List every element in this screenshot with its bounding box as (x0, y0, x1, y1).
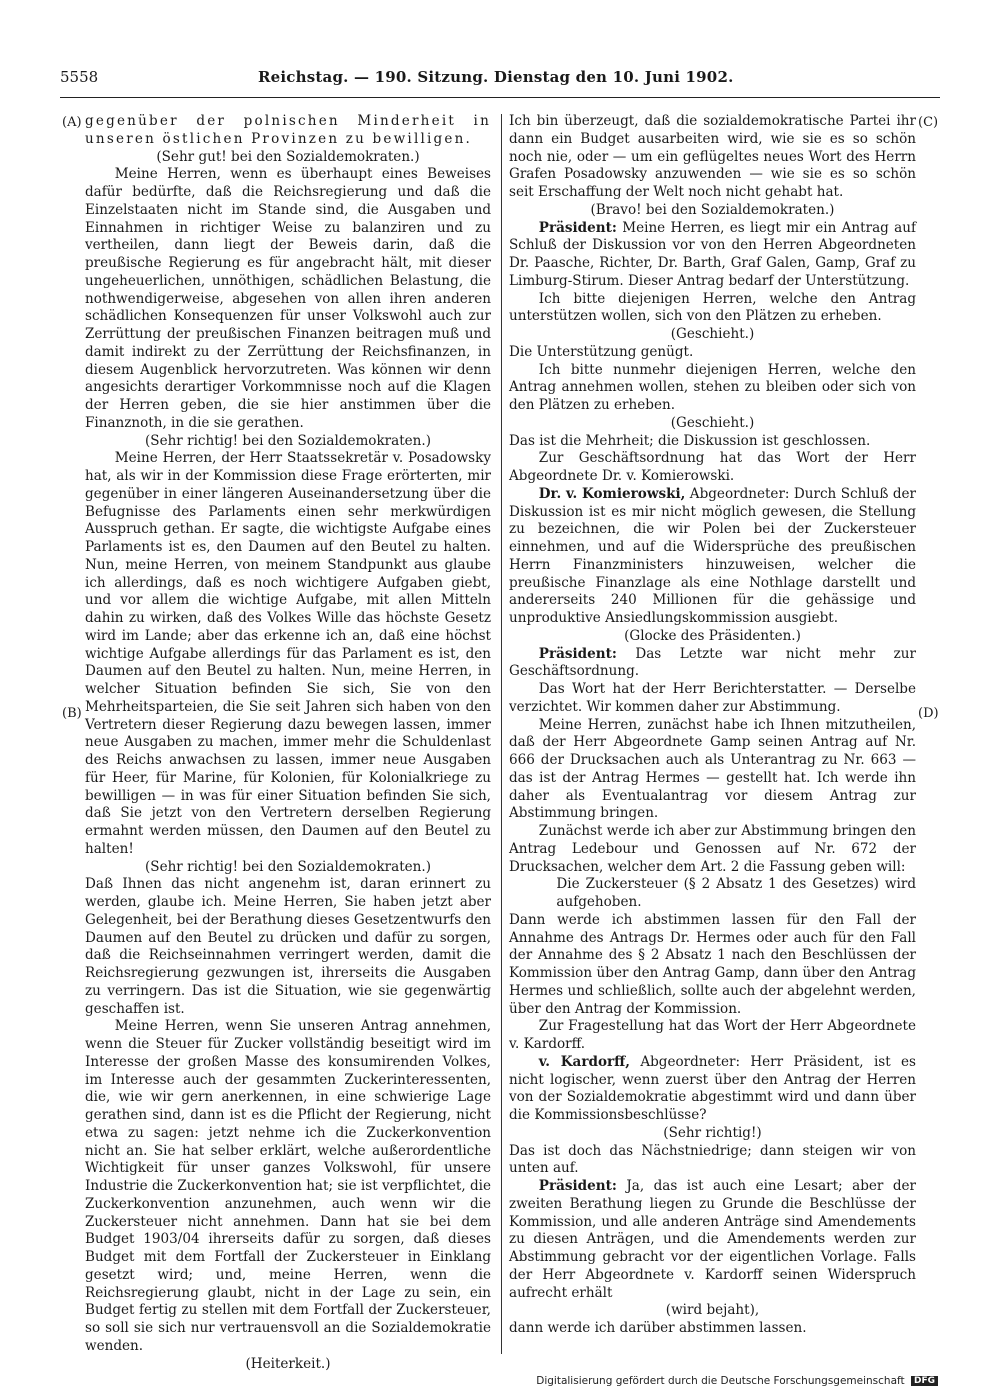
interjection: (Bravo! bei den Sozialdemokraten.) (590, 201, 835, 218)
margin-mark-a: (A) (62, 115, 82, 130)
margin-mark-b: (B) (62, 706, 82, 721)
left-column (85, 113, 491, 1372)
paragraph: Meine Herren, wenn es überhaupt eines Beweises dafür bedürfte, daß die Reichsregierung und daß die Einzelstaaten nicht im Stande sind, die Ausgaben und Einnahmen in richtiger Weise zu balanziren und zu vertheilen, dann liegt der Beweis darin, daß die preußische Regierung es für angebracht hält, mit dieser ungeheuerlichen, unnöthigen, schädlichen Belastung, die nothwendigerweise, abgesehen von allen ihren anderen schädlichen Konsequenzen für unser Volkswohl auch zur Zerrüttung der preußischen Finanzen beitragen muß und damit indirekt zu der Zerrüttung der Reichsfinanzen, in diesem Augenblick hervorzutreten. Was können wir denn angesichts derartiger Vorkommnisse noch auf die Klagen der Herren geben, die sie hier anstimmen über die Finanznoth, in die sie gerathen. (85, 166, 491, 431)
speech-paragraph (509, 486, 916, 628)
paragraph: Zur Geschäftsordnung hat das Wort der Herr Abgeordnete Dr. v. Komierowski. (509, 450, 916, 484)
speech-paragraph (509, 220, 916, 291)
paragraph: Meine Herren, zunächst habe ich Ihnen mitzutheilen, daß der Herr Abgeordnete Gamp seinen Antrag auf Nr. 666 der Drucksachen auch als Unterantrag zu Nr. 663 — das ist der Antrag Hermes — gestellt hat. Ich werde ihn daher als Eventualantrag vor diesem Antrag zur Abstimmung bringen. (509, 716, 916, 822)
interjection: (Geschieht.) (670, 414, 755, 431)
interjection: (Sehr richtig! bei den Sozialdemokraten.) (145, 858, 431, 875)
paragraph: Zunächst werde ich aber zur Abstimmung bringen den Antrag Ledebour und Genossen auf Nr. 672 der Drucksachen, welcher dem Art. 2 die Fassung geben will: (509, 823, 916, 875)
paragraph: gegenüber der polnischen Minderheit in unseren östlichen Provinzen zu bewilligen. (85, 113, 491, 147)
speech-text: Abgeordneter: Durch Schluß der Diskussion ist es mir nicht möglich gewesen, die Stellung zu bezeichnen, die wir Polen bei der Zuckersteuer einnehmen, und auf die Widersprüche des preußischen Herrn Finanzministers hinzuweisen, welcher die preußische Finanzlage als eine Nothlage darstellt und andererseits 240 Millionen für die gehässige und unproduktive Ansiedlungskommission ausgiebt. (509, 485, 916, 626)
footer-text: Digitalisierung gefördert durch die Deutsche Forschungsgemeinschaft (536, 1375, 905, 1387)
column-divider (501, 114, 502, 1354)
speech-text: Das Letzte war nicht mehr zur Geschäftsordnung. (509, 645, 916, 680)
speech-paragraph (509, 1178, 916, 1302)
margin-mark-c: (C) (918, 115, 939, 130)
speaker-name: Präsident: (538, 1178, 617, 1194)
interjection: (Sehr richtig!) (663, 1124, 762, 1141)
speech-text: Abgeordneter: Herr Präsident, ist es nicht logischer, wenn zuerst über den Antrag der Herren von der Sozialdemokratie abgestimmt wird und dann über die Kommissionsbeschlüsse? (509, 1053, 916, 1123)
digitization-footer (536, 1375, 938, 1387)
paragraph: Ich bin überzeugt, daß die sozialdemokratische Partei ihr dann ein Budget ausarbeiten wird, wie sie es so schön noch nie, oder — um ein geflügeltes neues Wort des Herrn Grafen Posadowsky anzuwenden — wie sie es so schön seit Erschaffung der Welt noch nicht gehabt hat. (509, 113, 916, 200)
interjection: (Sehr richtig! bei den Sozialdemokraten.) (145, 432, 431, 449)
paragraph: Das Wort hat der Herr Berichterstatter. — Derselbe verzichtet. Wir kommen daher zur Abstimmung. (509, 681, 916, 715)
interjection: (wird bejaht), (665, 1302, 760, 1319)
interjection: (Sehr gut! bei den Sozialdemokraten.) (156, 148, 420, 165)
speaker-name: Präsident: (538, 645, 617, 662)
page-header (60, 66, 940, 90)
dfg-logo: DFG (911, 1376, 938, 1386)
running-head: Reichstag. — 190. Sitzung. Dienstag den 10. Juni 1902. (258, 68, 734, 86)
interjection: (Heiterkeit.) (245, 1355, 331, 1372)
page-number: 5558 (60, 68, 99, 86)
speech-text: Ja, das ist auch eine Lesart; aber der zweiten Berathung liegen zu Grunde die Beschlüsse der Kommission, und alle anderen Anträge sind Amendements zu diesen Anträgen, und die Amendements werden zur Abstimmung gebracht vor der eigentlichen Vorlage. Falls der Herr Abgeordnete v. Kardorff seinen Widerspruch aufrecht erhält (509, 1178, 916, 1301)
speech-text: Meine Herren, es liegt mir ein Antrag auf Schluß der Diskussion vor von den Herren Abgeordneten Dr. Paasche, Richter, Dr. Barth, Graf Galen, Gamp, Graf zu Limburg-Stirum. Dieser Antrag bedarf der Unterstützung. (509, 219, 916, 289)
speaker-name: Dr. v. Komierowski, (538, 485, 686, 502)
paragraph: Ich bitte nunmehr diejenigen Herren, welche den Antrag annehmen wollen, stehen zu bleiben oder sich von den Plätzen zu erheben. (509, 361, 916, 413)
paragraph: Daß Ihnen das nicht angenehm ist, daran erinnert zu werden, glaube ich. Meine Herren, Sie haben jetzt aber Gelegenheit, bei der Berathung dieses Gesetzentwurfs den Daumen auf den Beutel zu drücken und dafür zu sorgen, daß die Reichseinnahmen verringert werden, damit die Reichsregierung gezwungen ist, ihrerseits die Ausgaben zu verringern. Das ist die Situation, wie sie gegenwärtig geschaffen ist. (85, 876, 491, 1017)
paragraph: Das ist doch das Nächstniedrige; dann steigen wir von unten auf. (509, 1142, 916, 1177)
interjection: (Glocke des Präsidenten.) (624, 627, 801, 644)
paragraph: Zur Fragestellung hat das Wort der Herr Abgeordnete v. Kardorff. (509, 1018, 916, 1052)
header-rule (60, 97, 940, 98)
quoted-motion: Die Zuckersteuer (§ 2 Absatz 1 des Gesetzes) wird aufgehoben. (556, 876, 916, 910)
margin-mark-d: (D) (918, 706, 939, 721)
paragraph: Meine Herren, der Herr Staatssekretär v. Posadowsky hat, als wir in der Kommission diese Frage erörterten, mir gegenüber in einer längeren Auseinandersetzung über die Befugnisse des Parlaments einen sehr merkwürdigen Ausspruch gethan. Er sagte, die wichtigste Aufgabe eines Parlaments ist es, den Daumen auf den Beutel zu halten. Nun, meine Herren, von meinem Standpunkt aus glaube ich allerdings, daß es noch wichtigere Aufgaben giebt, und vor allem die wichtige Aufgabe, mit allen Mitteln dahin zu wirken, daß des Volkes Wille das höchste Gesetz wird im Lande; aber das erkenne ich an, daß eine höchst wichtige Aufgabe allerdings für das Parlament es ist, den Daumen auf den Beutel zu halten. Nun, meine Herren, in welcher Situation befinden Sie sich, Sie von den Mehrheitsparteien, die Sie seit Jahren sich haben von den Vertretern dieser Regierung dazu bewegen lassen, immer neue Ausgaben zu machen, immer mehr die Schuldenlast des Reichs anwachsen zu lassen, immer neue Ausgaben für Heer, für Marine, für Kolonien, für Kolonialkriege zu bewilligen — in was für einer Situation befinden Sie sich, daß Sie jetzt von den Vertretern derselben Regierung ermahnt werden müssen, den Daumen auf den Beutel zu halten! (85, 450, 491, 857)
speech-paragraph (509, 646, 916, 682)
right-column (509, 113, 916, 1363)
paragraph: Ich bitte diejenigen Herren, welche den Antrag unterstützen wollen, sich von den Plätzen zu erheben. (509, 290, 916, 325)
interjection: (Geschieht.) (670, 326, 755, 342)
paragraph: dann werde ich darüber abstimmen lassen. (509, 1320, 807, 1336)
paragraph: Die Unterstützung genügt. (509, 343, 694, 360)
speaker-name: Präsident: (538, 219, 617, 236)
paragraph: Das ist die Mehrheit; die Diskussion ist geschlossen. (509, 432, 871, 449)
paragraph: Dann werde ich abstimmen lassen für den Fall der Annahme des Antrags Dr. Hermes oder auch für den Fall der Annahme des § 2 Absatz 1 nach den Beschlüssen der Kommission über den Antrag Gamp, dann über den Antrag Hermes und schließlich, sollte auch der abgelehnt werden, über den Antrag der Kommission. (509, 911, 916, 1017)
speech-paragraph (509, 1054, 916, 1125)
paragraph: Meine Herren, wenn Sie unseren Antrag annehmen, wenn die Steuer für Zucker vollständig beseitigt wird im Interesse der großen Masse des konsumirenden Volkes, im Interesse auch der gesammten Zuckerinteressenten, die, wie wir gern anerkennen, in eine schwierige Lage gerathen sind, dann ist es die Pflicht der Regierung, nicht etwa zu sagen: jetzt nehme ich die Zuckerkonvention nicht an. Sie hat selber erklärt, welche außerordentliche Wichtigkeit für unser ganzes Volkswohl, für unsere Industrie die Zuckerkonvention hat; sie ist verpflichtet, die Zuckerkonvention anzunehmen, auch wenn wir die Zuckersteuer nicht annehmen. Dann hat sie bei dem Budget 1903/04 ihrerseits dafür zu sorgen, daß dieses Budget mit dem Fortfall der Zuckersteuer in Einklang gesetzt wird; und, meine Herren, wenn die Reichsregierung glaubt, nicht in der Lage zu sein, ein Budget fertig zu stellen mit dem Fortfall der Zuckersteuer, so soll sie sich nur vertrauensvoll an die Sozialdemokratie wenden. (85, 1018, 491, 1354)
speaker-name: v. Kardorff, (538, 1053, 630, 1070)
